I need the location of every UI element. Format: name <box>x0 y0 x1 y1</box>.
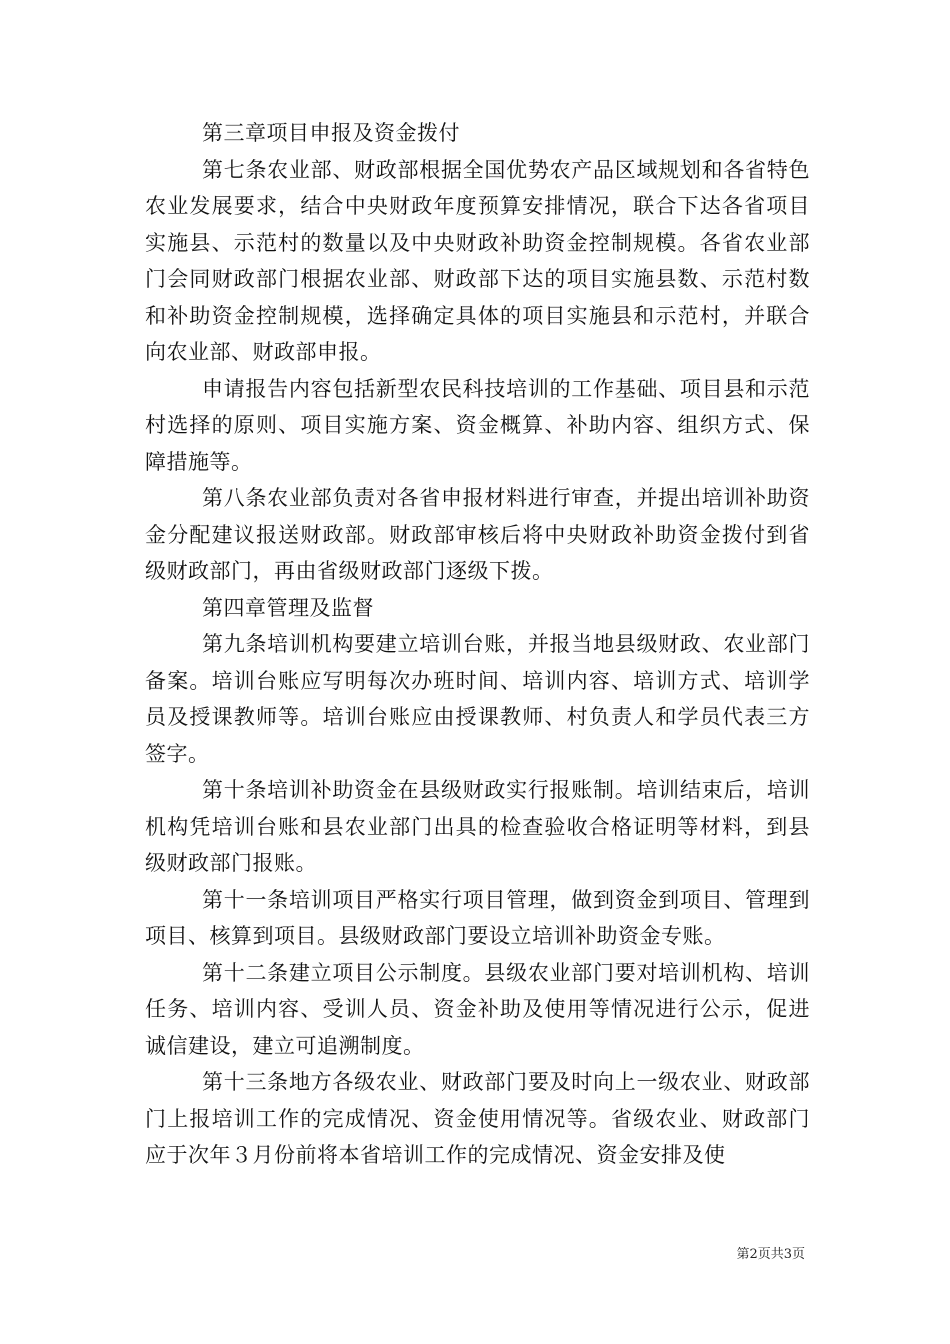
article-9: 第九条培训机构要建立培训台账，并报当地县级财政、农业部门备案。培训台账应写明每次办班时间、培训内容、培训方式、培训学员及授课教师等。培训台账应由授课教师、村负责人和学员代表三方签字。 <box>145 632 810 766</box>
page-number: 第2页共3页 <box>736 1247 805 1262</box>
article-13: 第十三条地方各级农业、财政部门要及时向上一级农业、财政部门上报培训工作的完成情况、资金使用情况等。省级农业、财政部门应于次年３月份前将本省培训工作的完成情况、资金安排及使 <box>145 1070 810 1167</box>
article-7: 第七条农业部、财政部根据全国优势农产品区域规划和各省特色农业发展要求，结合中央财政年度预算安排情况，联合下达各省项目实施县、示范村的数量以及中央财政补助资金控制规模。各省农业部门会同财政部门根据农业部、财政部下达的项目实施县数、示范村数和补助资金控制规模，选择确定具体的项目实施县和示范村，并联合向农业部、财政部申报。 <box>145 157 810 364</box>
application-report-paragraph: 申请报告内容包括新型农民科技培训的工作基础、项目县和示范村选择的原则、项目实施方案、资金概算、补助内容、组织方式、保障措施等。 <box>145 376 810 474</box>
article-11: 第十一条培训项目严格实行项目管理，做到资金到项目、管理到项目、核算到项目。县级财政部门要设立培训补助资金专账。 <box>145 887 810 948</box>
article-8: 第八条农业部负责对各省申报材料进行审查，并提出培训补助资金分配建议报送财政部。财政部审核后将中央财政补助资金拨付到省级财政部门，再由省级财政部门逐级下拨。 <box>145 486 810 583</box>
chapter-heading-3: 第三章项目申报及资金拨付 <box>202 121 460 145</box>
article-12: 第十二条建立项目公示制度。县级农业部门要对培训机构、培训任务、培训内容、受训人员、资金补助及使用等情况进行公示，促进诚信建设，建立可追溯制度。 <box>145 960 810 1058</box>
document-body <box>145 115 810 1174</box>
article-10: 第十条培训补助资金在县级财政实行报账制。培训结束后，培训机构凭培训台账和县农业部门出具的检查验收合格证明等材料，到县级财政部门报账。 <box>145 778 810 875</box>
chapter-heading-4: 第四章管理及监督 <box>202 595 374 620</box>
